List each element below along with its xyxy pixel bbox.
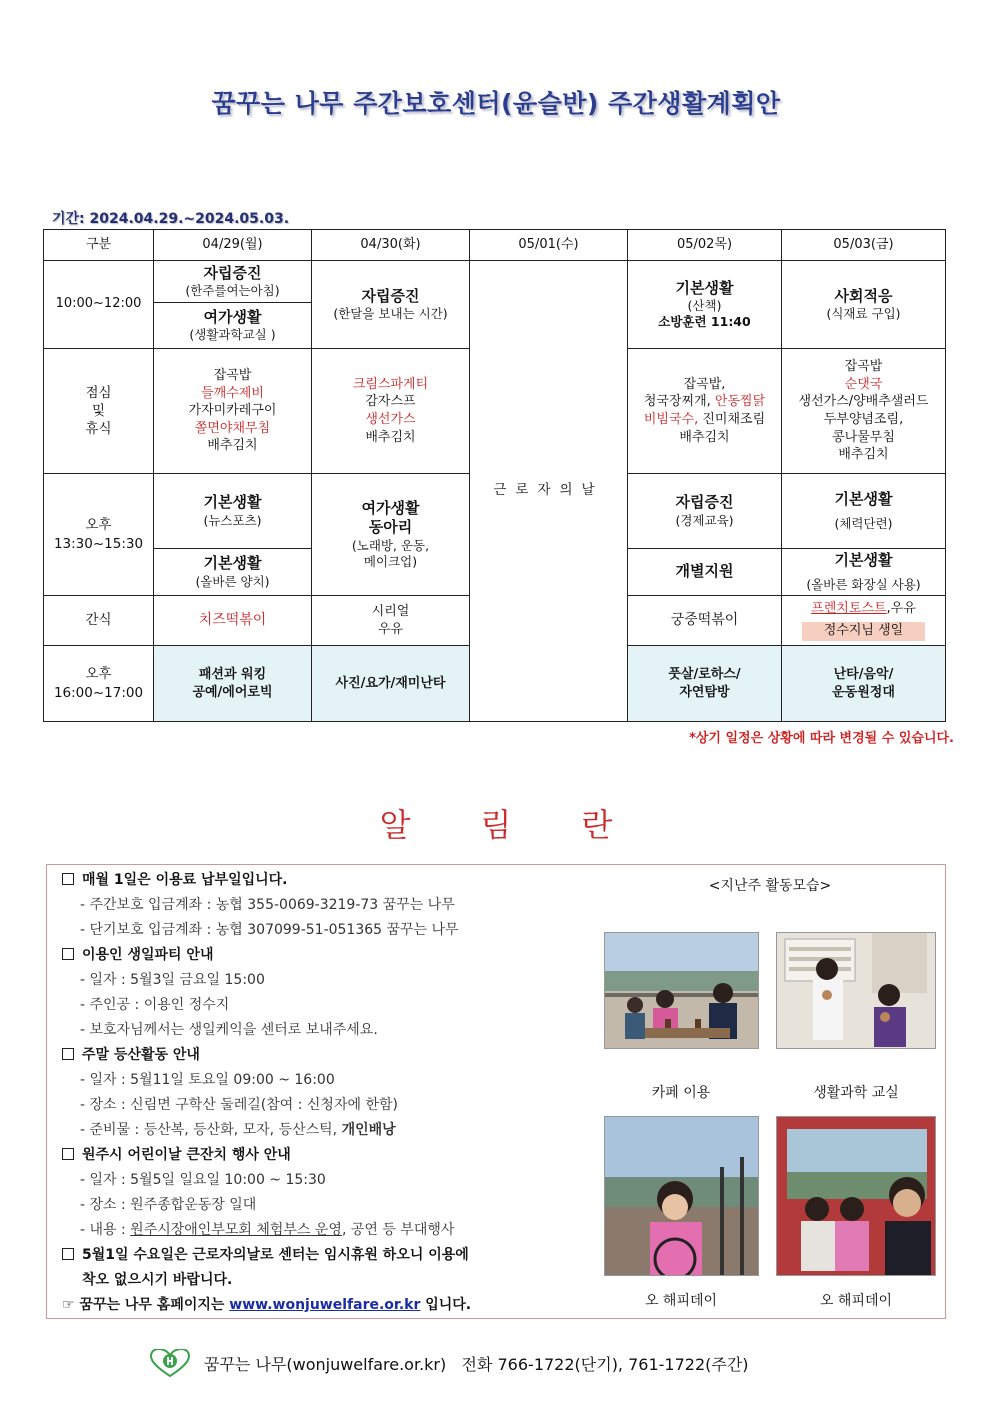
activity-sub: (경제교육) [675, 512, 734, 528]
activity-sub: (한달을 보내는 시간) [333, 306, 448, 322]
snack-item: ,우유 [886, 601, 916, 617]
cell-tue-morning [312, 261, 470, 349]
header-thu: 05/02목) [628, 230, 782, 261]
checkbox-icon [62, 1048, 74, 1060]
notice-item [62, 1043, 552, 1068]
cell-thu-morning [628, 261, 782, 349]
header-mon: 04/29(월) [154, 230, 312, 261]
gallery-title: <지난주 활동모습> [708, 878, 832, 894]
program-line: 운동원정대 [832, 684, 895, 700]
activity-title: 여가생활 [361, 498, 420, 517]
footer-text: 꿈꾸는 나무(wonjuwelfare.or.kr) 전화 766-1722(단기), 761-1722(주간) [204, 1354, 749, 1374]
label-line: 휴식 [85, 421, 112, 438]
notice-detail: - 일자 : 5월11일 토요일 09:00 ~ 16:00 [80, 1072, 335, 1088]
menu-item: 순댓국 [844, 376, 883, 392]
program-line: 풋살/로하스/ [668, 666, 741, 682]
activity-title: 개별지원 [675, 562, 734, 581]
cell-thu-afternoon-b [628, 549, 782, 596]
activity-title: 사회적응 [834, 286, 893, 305]
notice-detail: - 일자 : 5월5일 일요일 10:00 ~ 15:30 [80, 1172, 326, 1188]
notice-detail: - 장소 : 원주종합운동장 일대 [80, 1197, 257, 1213]
menu-item: 크림스파게티 [352, 376, 429, 392]
notice-detail [62, 1218, 552, 1243]
activity-title: 기본생활 [834, 490, 893, 509]
cell-fri-morning [782, 261, 946, 349]
activity-sub: (올바른 양치) [195, 573, 270, 589]
snack-item: 치즈떡볶이 [198, 612, 267, 629]
menu-item: 비빔국수, [643, 412, 699, 427]
program-line: 공예/에어로빅 [192, 684, 273, 700]
homepage-line [62, 1293, 552, 1318]
notice-detail: - 보호자님께서는 생일케익을 센터로 보내주세요. [80, 1022, 378, 1038]
fire-drill-note: 소방훈련 11:40 [658, 314, 751, 330]
menu-item: 진미채조림 [698, 412, 766, 427]
menu-item: 안동찜닭 [714, 394, 766, 410]
cell-mon-lunch [154, 349, 312, 474]
notice-detail: - 일자 : 5월3일 금요일 15:00 [80, 972, 265, 988]
snack-item: 시리얼 [371, 603, 410, 619]
label-line: 오후 [85, 517, 112, 534]
caption-science: 생활과학 교실 [813, 1085, 899, 1101]
notice-heading: 착오 없으시기 바랍니다. [82, 1272, 233, 1288]
menu-item: 생선가스 [365, 412, 416, 427]
activity-title: 기본생활 [834, 551, 893, 570]
label-line: 및 [91, 402, 106, 419]
menu-item: 잡곡밥 [213, 368, 252, 384]
notice-detail: - 주간보호 입금계좌 : 농협 355-0069-3219-73 꿈꾸는 나무 [80, 897, 455, 913]
row-label-afternoon [44, 474, 154, 596]
homepage-text: 입니다. [420, 1297, 472, 1313]
homepage-text: ☞ 꿈꾸는 나무 홈페이지는 [62, 1297, 230, 1313]
cafe-photo-image [605, 933, 759, 1049]
header-fri: 05/03(금) [782, 230, 946, 261]
homepage-link[interactable]: www.wonjuwelfare.or.kr [229, 1297, 421, 1313]
cell-fri-late [782, 646, 946, 722]
menu-item: 배추김치 [365, 429, 416, 445]
activity-sub: (식재료 구입) [826, 306, 901, 322]
activity-title: 기본생활 [203, 493, 262, 512]
menu-item: 들깨수제비 [201, 385, 264, 401]
cable-car-photo-image [777, 1117, 936, 1276]
cell-mon-snack [154, 596, 312, 646]
program-line: 자연탐방 [679, 684, 730, 700]
notice-list [62, 868, 552, 1318]
notice-item [62, 1243, 552, 1268]
weekly-plan-table [43, 229, 946, 722]
menu-item: 잡곡밥, [683, 376, 726, 392]
notice-detail: - 단기보호 입금계좌 : 농협 307099-51-051365 꿈꾸는 나무 [80, 922, 459, 938]
notice-item [62, 868, 552, 893]
detail-text: , 공연 등 부대행사 [341, 1222, 455, 1238]
footer [150, 1349, 749, 1377]
snack-item: 궁중떡볶이 [670, 612, 739, 629]
menu-item: 청국장찌개, [643, 394, 715, 410]
caption-happy-day-1: 오 해피데이 [644, 1293, 718, 1309]
activity-sub: (한주를여는아침) [185, 283, 280, 299]
header-tue: 04/30(화) [312, 230, 470, 261]
snack-item: 우유 [377, 621, 404, 637]
program-line: 사진/요가/재미난타 [335, 675, 446, 691]
notice-detail: - 장소 : 신림면 구학산 둘레길(참여 : 신청자에 한함) [80, 1097, 398, 1113]
cell-wed-holiday [470, 261, 628, 722]
cell-fri-afternoon-a [782, 474, 946, 549]
caption-cafe: 카페 이용 [651, 1085, 711, 1101]
notice-item [62, 943, 552, 968]
program-line: 패션과 워킹 [198, 666, 267, 682]
cell-fri-snack [782, 596, 946, 646]
photo-happy-day-2 [776, 1116, 936, 1276]
detail-text: 원주시장애인부모회 체험부스 운영 [130, 1222, 342, 1238]
notice-heading: 이용인 생일파티 안내 [82, 947, 214, 963]
cell-tue-afternoon [312, 474, 470, 596]
science-photo-image [777, 933, 936, 1049]
header-wed: 05/01(수) [470, 230, 628, 261]
activity-title: 자립증진 [203, 263, 262, 282]
cell-mon-afternoon-b [154, 549, 312, 596]
photo-science-class [776, 932, 936, 1049]
heart-logo-icon [150, 1349, 190, 1377]
activity-sub: (뉴스포츠) [203, 512, 262, 528]
holiday-label: 근로자의날 [493, 482, 604, 499]
label-line: 점심 [85, 384, 112, 401]
detail-text: 개인배낭 [341, 1122, 396, 1138]
cell-mon-morning-b [154, 303, 312, 349]
menu-item: 두부양념조림, [823, 412, 904, 427]
activity-title: 기본생활 [203, 554, 262, 573]
checkbox-icon [62, 1148, 74, 1160]
cell-thu-late [628, 646, 782, 722]
menu-item: 쫄면야채무침 [194, 420, 271, 436]
label-line: 오후 [85, 666, 112, 683]
cell-tue-snack [312, 596, 470, 646]
row-label-morning: 10:00~12:00 [44, 261, 154, 349]
activity-title: 기본생활 [675, 278, 734, 297]
activity-sub: (노래방, 운동, [351, 537, 430, 553]
label-line: 13:30~15:30 [53, 535, 144, 552]
birthday-badge: 정수지님 생일 [802, 622, 925, 641]
caption-happy-day-2: 오 해피데이 [819, 1293, 893, 1309]
activity-title: 동아리 [368, 518, 413, 537]
page-title: 꿈꾸는 나무 주간보호센터(윤슬반) 주간생활계획안 [211, 89, 781, 118]
photo-happy-day-1 [604, 1116, 759, 1276]
cell-mon-morning-a [154, 261, 312, 303]
header-category: 구분 [44, 230, 154, 261]
checkbox-icon [62, 1248, 74, 1260]
menu-item: 가자미카레구이 [188, 403, 277, 419]
activity-sub: (올바른 화장실 사용) [806, 576, 921, 592]
checkbox-icon [62, 948, 74, 960]
happy-day-photo-image [605, 1117, 759, 1276]
activity-sub: (체력단련) [834, 515, 893, 531]
period-label: 기간: 2024.04.29.~2024.05.03. [52, 211, 290, 227]
table-header-row [44, 230, 946, 261]
cell-thu-snack [628, 596, 782, 646]
activity-title: 자립증진 [675, 493, 734, 512]
cell-tue-lunch [312, 349, 470, 474]
cell-thu-afternoon-a [628, 474, 782, 549]
photo-cafe [604, 932, 759, 1049]
notice-heading: 원주시 어린이날 큰잔치 행사 안내 [82, 1147, 291, 1163]
notice-item [62, 1143, 552, 1168]
activity-title: 여가생활 [203, 307, 262, 326]
menu-item: 생선가스/양배추샐러드 [798, 394, 929, 410]
cell-thu-lunch [628, 349, 782, 474]
notice-detail: - 주인공 : 이용인 정수지 [80, 997, 230, 1013]
activity-sub: (산책) [687, 298, 722, 313]
detail-text: - 준비물 : 등산복, 등산화, 모자, 등산스틱, [80, 1122, 342, 1138]
menu-item: 감자스프 [365, 394, 416, 410]
notice-section-title: 알림란 [379, 806, 683, 844]
row-label-lunch [44, 349, 154, 474]
activity-title: 자립증진 [361, 286, 420, 305]
menu-item: 배추김치 [207, 438, 258, 454]
detail-text: - 내용 : [80, 1222, 131, 1238]
cell-fri-afternoon-b [782, 549, 946, 596]
notice-heading: 매월 1일은 이용료 납부일입니다. [82, 872, 288, 888]
cell-mon-late [154, 646, 312, 722]
cell-fri-lunch [782, 349, 946, 474]
label-line: 16:00~17:00 [53, 684, 144, 701]
row-label-snack: 간식 [44, 596, 154, 646]
menu-item: 배추김치 [838, 447, 889, 463]
menu-item: 콩나물무침 [832, 429, 895, 445]
notice-detail [62, 1118, 552, 1143]
notice-heading: 주말 등산활동 안내 [82, 1047, 200, 1063]
activity-sub: 메이크업) [363, 554, 418, 569]
program-line: 난타/음악/ [833, 666, 894, 682]
notice-heading: 5월1일 수요일은 근로자의날로 센터는 임시휴원 하오니 이용에 [82, 1247, 469, 1263]
snack-item: 프렌치토스트 [811, 601, 887, 617]
menu-item: 배추김치 [679, 429, 730, 445]
checkbox-icon [62, 873, 74, 885]
menu-item: 잡곡밥 [844, 359, 883, 375]
cell-tue-late [312, 646, 470, 722]
row-label-late [44, 646, 154, 722]
activity-sub: (생활과학교실 ) [189, 327, 276, 343]
cell-mon-afternoon-a [154, 474, 312, 549]
schedule-change-note: *상기 일정은 상황에 따라 변경될 수 있습니다. [689, 731, 954, 746]
